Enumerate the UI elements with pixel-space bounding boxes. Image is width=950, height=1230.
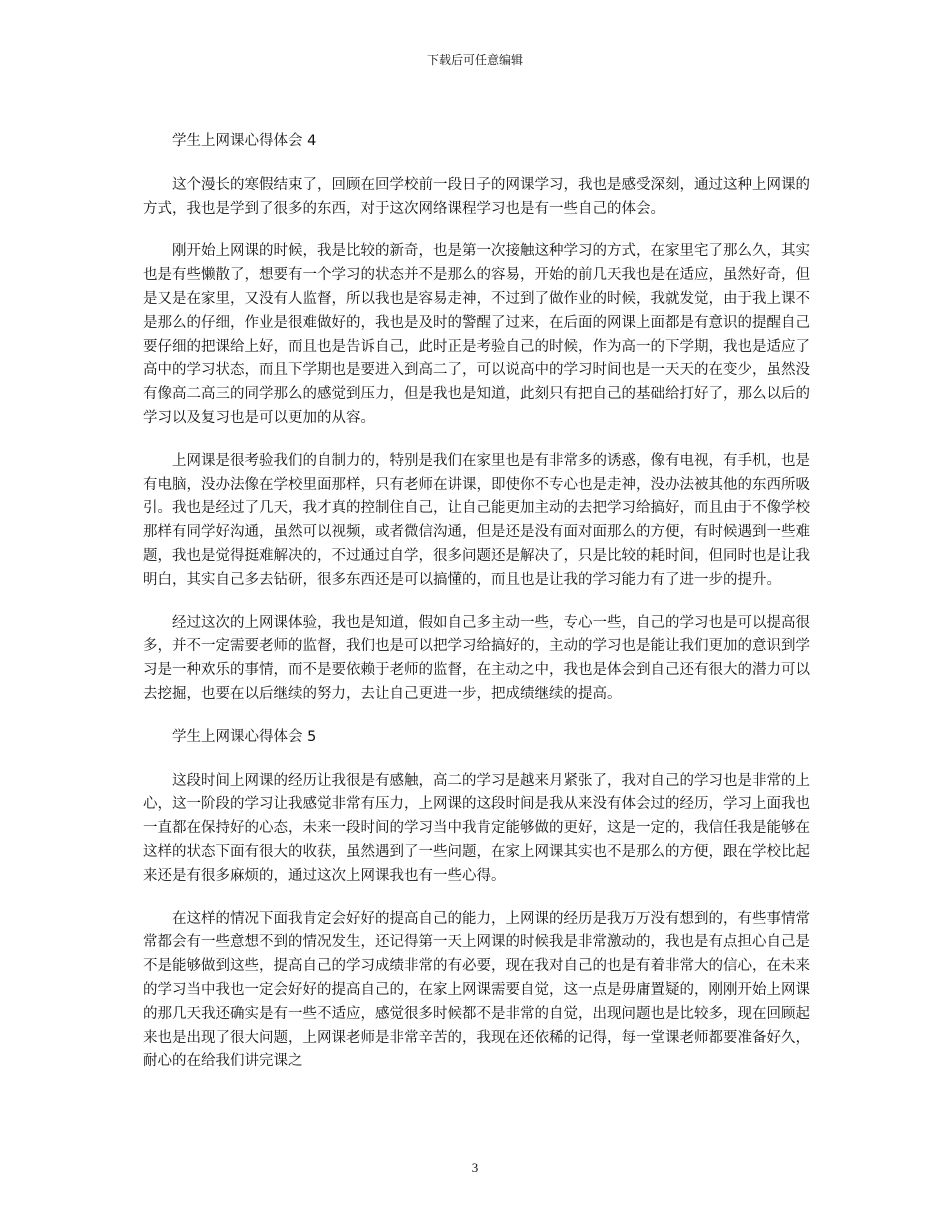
- section-title: 学生上网课心得体会 4: [172, 133, 317, 149]
- paragraph: 在这样的情况下面我肯定会好好的提高自己的能力，上网课的经历是我万万没有想到的，有些事情常常都会有一些意想不到的情况发生，还记得第一天上网课的时候我是非常激动的，我也是有点担心自己是不是能够做到这些，提高自己的学习成绩非常的有必要，现在我对自己的也是有着非常大的信心，在未来的学习当中我也一定会好好的提高自己的，在家上网课需要自觉，这一点是毋庸置疑的，刚刚开始上网课的那几天我还确实是有一些不适应，感觉很多时候都不是非常的自觉，出现问题也是比较多，现在回顾起来也是出现了很大问题，上网课老师是非常辛苦的，我现在还依稀的记得，每一堂课老师都要准备好久，耐心的在给我们讲完课之: [143, 910, 810, 1070]
- page-header: 下载后可任意编辑: [426, 53, 523, 67]
- page-number: 3: [471, 1160, 479, 1175]
- document-body: [143, 130, 810, 1093]
- paragraph: 刚开始上网课的时候，我是比较的新奇，也是第一次接触这种学习的方式，在家里宅了那么久，其实也是有些懒散了，想要有一个学习的状态并不是那么的容易，开始的前几天我也是在适应，虽然好奇，但是又是在家里，又没有人监督，所以我也是容易走神，不过到了做作业的时候，我就发觉，由于我上课不是那么的仔细，作业是很难做好的，我也是及时的警醒了过来，在后面的网课上面都是有意识的提醒自己要仔细的把课给上好，而且也是告诉自己，此时正是考验自己的时候，作为高一的下学期，我也是适应了高中的学习状态，而且下学期也是要进入到高二了，可以说高中的学习时间也是一天天的在变少，虽然没有像高二高三的同学那么的感觉到压力，但是我也是知道，此刻只有把自己的基础给打好了，那么以后的学习以及复习也是可以更加的从容。: [143, 243, 810, 426]
- paragraph: 经过这次的上网课体验，我也是知道，假如自己多主动一些，专心一些，自己的学习也是可以提高很多，并不一定需要老师的监督，我们也是可以把学习给搞好的，主动的学习也是能让我们更加的意识到学习是一种欢乐的事情，而不是要依赖于老师的监督，在主动之中，我也是体会到自己还有很大的潜力可以去挖掘，也要在以后继续的努力，去让自己更进一步，把成绩继续的提高。: [143, 614, 810, 702]
- paragraph: 这个漫长的寒假结束了，回顾在回学校前一段日子的网课学习，我也是感受深刻，通过这种上网课的方式，我也是学到了很多的东西，对于这次网络课程学习也是有一些自己的体会。: [143, 176, 810, 217]
- paragraph: 这段时间上网课的经历让我很是有感触，高二的学习是越来月紧张了，我对自己的学习也是非常的上心，这一阶段的学习让我感觉非常有压力，上网课的这段时间是我从来没有体会过的经历，学习上面我也一直都在保持好的心态，未来一段时间的学习当中我肯定能够做的更好，这是一定的，我信任我是能够在这样的状态下面有很大的收获，虽然遇到了一些问题，在家上网课其实也不是那么的方便，跟在学校比起来还是有很多麻烦的，通过这次上网课我也有一些心得。: [143, 772, 810, 884]
- paragraph: 上网课是很考验我们的自制力的，特别是我们在家里也是有非常多的诱惑，像有电视，有手机，也是有电脑，没办法像在学校里面那样，只有老师在讲课，即使你不专心也是走神，没办法被其他的东西所吸引。我也是经过了几天，我才真的控制住自己，让自己能更加主动的去把学习给搞好，而且由于不像学校那样有同学好沟通，虽然可以视频，或者微信沟通，但是还是没有面对面那么的方便，有时候遇到一些难题，我也是觉得挺难解决的，不过通过自学，很多问题还是解决了，只是比较的耗时间，但同时也是让我明白，其实自己多去钻研，很多东西还是可以搞懂的，而且也是让我的学习能力有了进一步的提升。: [143, 452, 810, 588]
- section-title: 学生上网课心得体会 5: [172, 728, 317, 745]
